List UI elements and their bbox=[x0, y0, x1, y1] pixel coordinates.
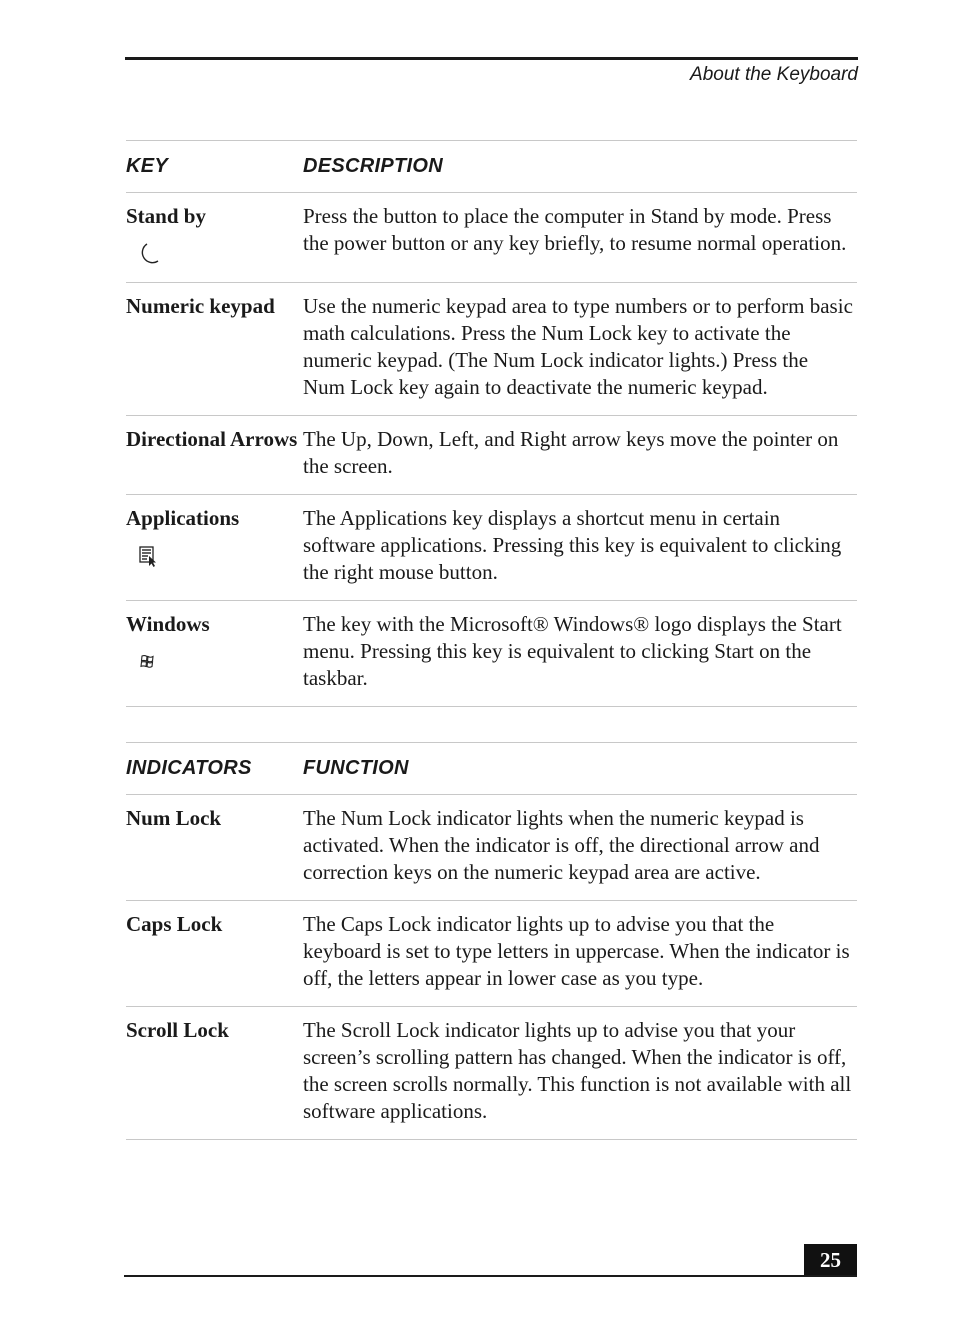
key-description: Press the button to place the computer in Stand by mode. Press the power button or any key briefly, to resume normal operation. bbox=[303, 204, 847, 255]
bottom-rule bbox=[124, 1275, 857, 1277]
indicator-description: The Scroll Lock indicator lights up to advise you that your screen’s scrolling pattern has changed. When the indicator is off, the screen scrolls normally. This function is not available with all software applications. bbox=[303, 1018, 852, 1123]
indicator-description: The Caps Lock indicator lights up to advise you that the keyboard is set to type letters in uppercase. When the indicator is off, the letters appear in lower case as you type. bbox=[303, 912, 850, 990]
col-function-header: FUNCTION bbox=[303, 757, 409, 779]
table-row-stand-by bbox=[126, 193, 857, 283]
indicator-description: The Num Lock indicator lights when the numeric keypad is activated. When the indicator is off, the directional arrow and correction keys on the numeric keypad area are active. bbox=[303, 806, 820, 884]
col-description-header: DESCRIPTION bbox=[303, 155, 443, 177]
key-name: Numeric keypad bbox=[126, 294, 275, 318]
indicator-name: Scroll Lock bbox=[126, 1018, 229, 1042]
key-name: Windows bbox=[126, 612, 210, 636]
indicators-table-header bbox=[126, 742, 857, 795]
indicators-table bbox=[126, 742, 857, 1140]
key-description: The key with the Microsoft® Windows® logo displays the Start menu. Pressing this key is equivalent to clicking Start on the taskbar. bbox=[303, 612, 842, 690]
table-row-caps-lock bbox=[126, 901, 857, 1007]
page-number: 25 bbox=[804, 1244, 857, 1276]
key-name: Directional Arrows bbox=[126, 427, 298, 451]
keys-table-header bbox=[126, 140, 857, 193]
table-row-numeric-keypad bbox=[126, 283, 857, 416]
table-row-directional-arrows bbox=[126, 416, 857, 495]
key-description: The Up, Down, Left, and Right arrow keys move the pointer on the screen. bbox=[303, 427, 839, 478]
table-row-applications bbox=[126, 495, 857, 601]
key-description: Use the numeric keypad area to type numbers or to perform basic math calculations. Press the Num Lock key to activate the numeric keypad. (The Num Lock indicator lights.) Press the Num Lock key again to deactivate the numeric keypad. bbox=[303, 294, 853, 399]
keys-table bbox=[126, 140, 857, 707]
moon-icon bbox=[132, 240, 160, 268]
table-row-scroll-lock bbox=[126, 1007, 857, 1140]
key-name: Applications bbox=[126, 506, 240, 530]
indicator-name: Caps Lock bbox=[126, 912, 223, 936]
table-row-windows bbox=[126, 601, 857, 707]
col-key-header: KEY bbox=[126, 155, 169, 177]
top-rule bbox=[125, 57, 858, 60]
menu-pointer-icon bbox=[132, 542, 160, 570]
table-row-num-lock bbox=[126, 795, 857, 901]
running-header: About the Keyboard bbox=[690, 64, 858, 85]
col-indicator-header: INDICATORS bbox=[126, 757, 252, 779]
key-name: Stand by bbox=[126, 204, 206, 228]
windows-logo-icon bbox=[132, 648, 160, 676]
key-description: The Applications key displays a shortcut menu in certain software applications. Pressing this key is equivalent to clicking the right mouse button. bbox=[303, 506, 842, 584]
indicator-name: Num Lock bbox=[126, 806, 222, 830]
